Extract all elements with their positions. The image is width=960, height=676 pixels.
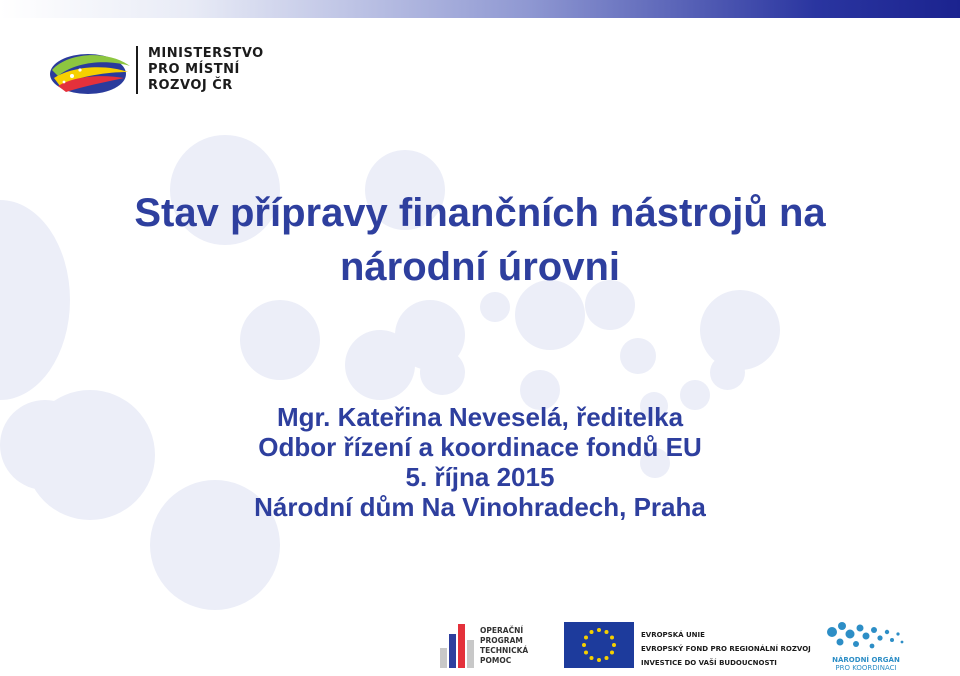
- ministry-logo-emblem: [48, 46, 138, 98]
- no-line-1: NÁRODNÍ ORGÁN: [832, 656, 900, 664]
- presentation-venue: Národní dům Na Vinohradech, Praha: [254, 492, 706, 522]
- bg-circle: [620, 338, 656, 374]
- national-body-logo-text: [824, 656, 908, 672]
- presenter-department: Odbor řízení a koordinace fondů EU: [258, 432, 702, 462]
- title-line-1: Stav přípravy finančních nástrojů na: [134, 191, 826, 235]
- no-line-2: PRO KOORDINACI: [835, 664, 897, 672]
- top-gradient-bar: [0, 0, 960, 18]
- ministry-line-1: MINISTERSTVO: [148, 46, 264, 61]
- national-body-dots-icon: [820, 618, 910, 658]
- eu-line-3: INVESTICE DO VAŠÍ BUDOUCNOSTI: [641, 659, 777, 667]
- bg-circle: [710, 355, 745, 390]
- bg-circle: [395, 300, 465, 370]
- op-line-3: TECHNICKÁ: [480, 646, 529, 655]
- bg-circle: [700, 290, 780, 370]
- op-tp-logo-text: [480, 626, 528, 666]
- ministry-logo-text: [148, 46, 264, 94]
- eu-line-2: EVROPSKÝ FOND PRO REGIONÁLNÍ ROZVOJ: [641, 645, 811, 653]
- ministry-line-3: ROZVOJ ČR: [148, 78, 233, 93]
- op-tp-logo-bars: [440, 620, 474, 668]
- op-line-2: PROGRAM: [480, 636, 523, 645]
- bg-circle: [240, 300, 320, 380]
- logo-divider: [136, 46, 138, 94]
- ministry-line-2: PRO MÍSTNÍ: [148, 62, 240, 77]
- slide-title: [40, 186, 920, 294]
- bg-circle: [480, 292, 510, 322]
- eu-line-1: EVROPSKÁ UNIE: [641, 631, 705, 639]
- presentation-date: 5. října 2015: [405, 462, 555, 492]
- presenter-block: [40, 402, 920, 522]
- eu-logo-text: [641, 628, 811, 670]
- presenter-name: Mgr. Kateřina Neveselá, ředitelka: [276, 402, 684, 432]
- eu-flag-icon: [564, 622, 634, 668]
- title-line-2: národní úrovni: [340, 245, 620, 289]
- op-line-4: POMOC: [480, 656, 512, 665]
- op-line-1: OPERAČNÍ: [480, 626, 524, 635]
